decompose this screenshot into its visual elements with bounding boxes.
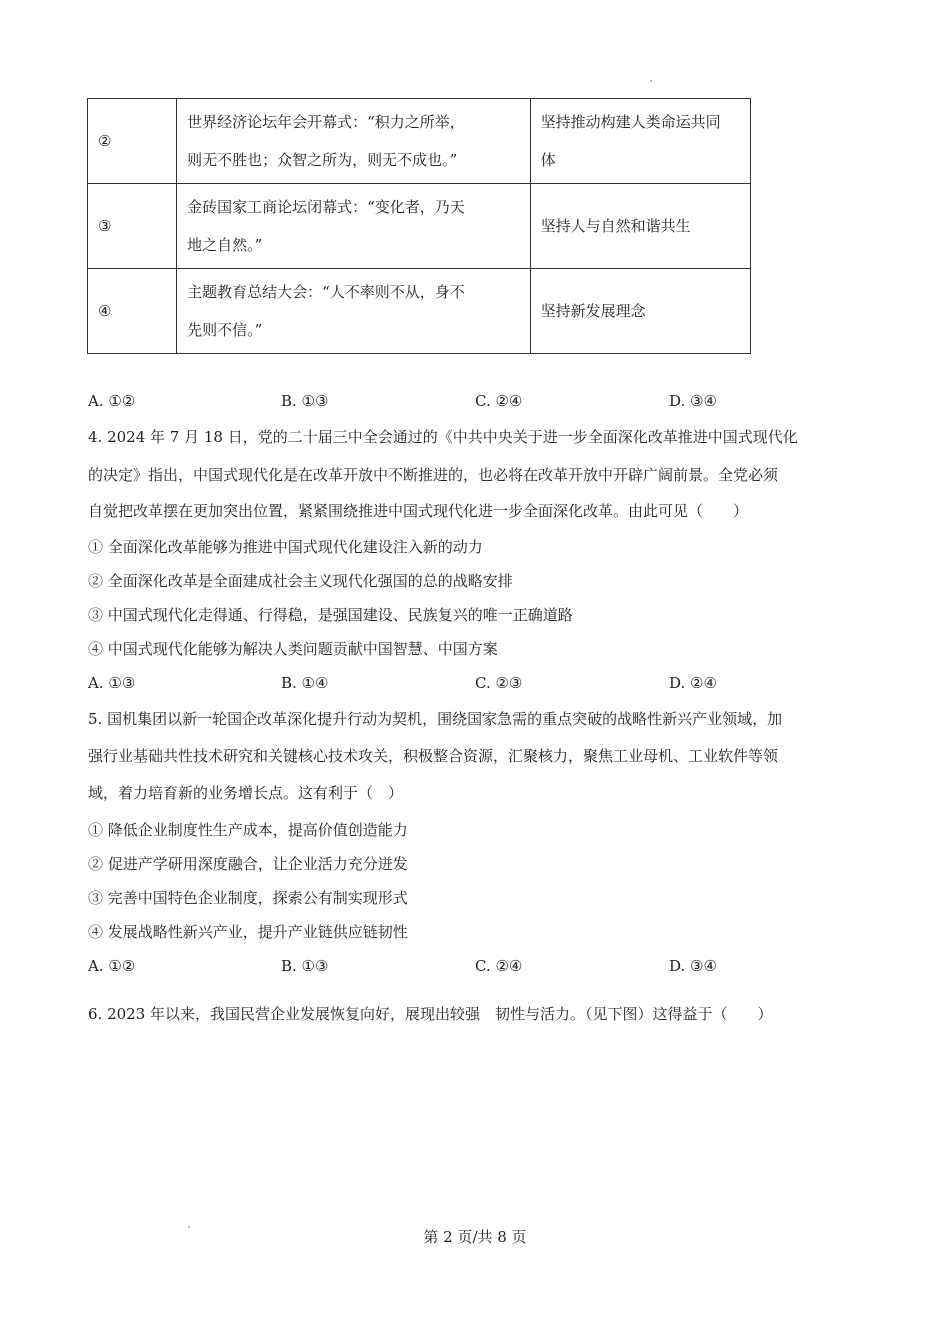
event-quote: 世界经济论坛年会开幕式：“积力之所举， 则无不胜也；众智之所为，则无不成也。” — [177, 99, 531, 184]
table-row — [88, 99, 751, 184]
question-4-stem: 4. 2024 年 7 月 18 日，党的二十届三中全会通过的《中共中央关于进一步全面深化改革推进中国式现代化 — [88, 428, 798, 446]
principle-text: 坚持新发展理念 — [530, 269, 750, 354]
page-footer: 第 2 页/共 8 页 — [423, 1228, 527, 1246]
option-a[interactable]: A. ①③ — [88, 674, 136, 692]
option-d[interactable]: D. ③④ — [669, 392, 717, 410]
option-a[interactable]: A. ①② — [88, 392, 136, 410]
question-5-item: ④ 发展战略性新兴产业，提升产业链供应链韧性 — [88, 923, 408, 941]
table-row — [88, 184, 751, 269]
scan-dot — [650, 80, 652, 82]
question-4-item: ① 全面深化改革能够为推进中国式现代化建设注入新的动力 — [88, 538, 483, 556]
question-6-stem: 6. 2023 年以来，我国民营企业发展恢复向好，展现出较强 韧性与活力。（见下图）这得益于（ ） — [88, 1005, 773, 1023]
question-4-stem: 的决定》指出，中国式现代化是在改革开放中不断推进的，也必将在改革开放中开辟广阔前景。全党必须 — [88, 466, 779, 484]
event-quote: 金砖国家工商论坛闭幕式：“变化者，乃天 地之自然。” — [177, 184, 531, 269]
option-c[interactable]: C. ②④ — [475, 392, 523, 410]
option-c[interactable]: C. ②③ — [475, 674, 523, 692]
principle-text: 坚持人与自然和谐共生 — [530, 184, 750, 269]
principle-text: 坚持推动构建人类命运共同 体 — [530, 99, 750, 184]
option-b[interactable]: B. ①③ — [281, 392, 329, 410]
option-d[interactable]: D. ②④ — [669, 674, 717, 692]
question-4-item: ④ 中国式现代化能够为解决人类问题贡献中国智慧、中国方案 — [88, 640, 498, 658]
question-5-options — [88, 957, 788, 979]
question-5-item: ③ 完善中国特色企业制度，探索公有制实现形式 — [88, 889, 408, 907]
question-5-stem: 5. 国机集团以新一轮国企改革深化提升行动为契机，围绕国家急需的重点突破的战略性新兴产业领域，加 — [88, 710, 783, 728]
option-b[interactable]: B. ①④ — [281, 674, 329, 692]
question-5-stem: 域，着力培育新的业务增长点。这有利于（ ） — [88, 784, 404, 802]
question-5-stem: 强行业基础共性技术研究和关键核心技术攻关，积极整合资源，汇聚核力，聚焦工业母机、工业软件等领 — [88, 747, 779, 765]
option-a[interactable]: A. ①② — [88, 957, 136, 975]
question-4-stem: 自觉把改革摆在更加突出位置，紧紧围绕推进中国式现代化进一步全面深化改革。由此可见（ ） — [88, 502, 749, 520]
question-4-item: ② 全面深化改革是全面建成社会主义现代化强国的总的战略安排 — [88, 572, 513, 590]
row-number: ② — [88, 99, 177, 184]
question-4-options — [88, 674, 788, 696]
table-row — [88, 269, 751, 354]
question-3-table — [87, 98, 751, 354]
question-5-item: ① 降低企业制度性生产成本，提高价值创造能力 — [88, 821, 408, 839]
row-number: ④ — [88, 269, 177, 354]
option-b[interactable]: B. ①③ — [281, 957, 329, 975]
question-3-options — [88, 392, 788, 414]
event-quote: 主题教育总结大会：“人不率则不从，身不 先则不信。” — [177, 269, 531, 354]
row-number: ③ — [88, 184, 177, 269]
option-c[interactable]: C. ②④ — [475, 957, 523, 975]
option-d[interactable]: D. ③④ — [669, 957, 717, 975]
question-5-item: ② 促进产学研用深度融合，让企业活力充分迸发 — [88, 855, 408, 873]
question-4-item: ③ 中国式现代化走得通、行得稳，是强国建设、民族复兴的唯一正确道路 — [88, 606, 573, 624]
